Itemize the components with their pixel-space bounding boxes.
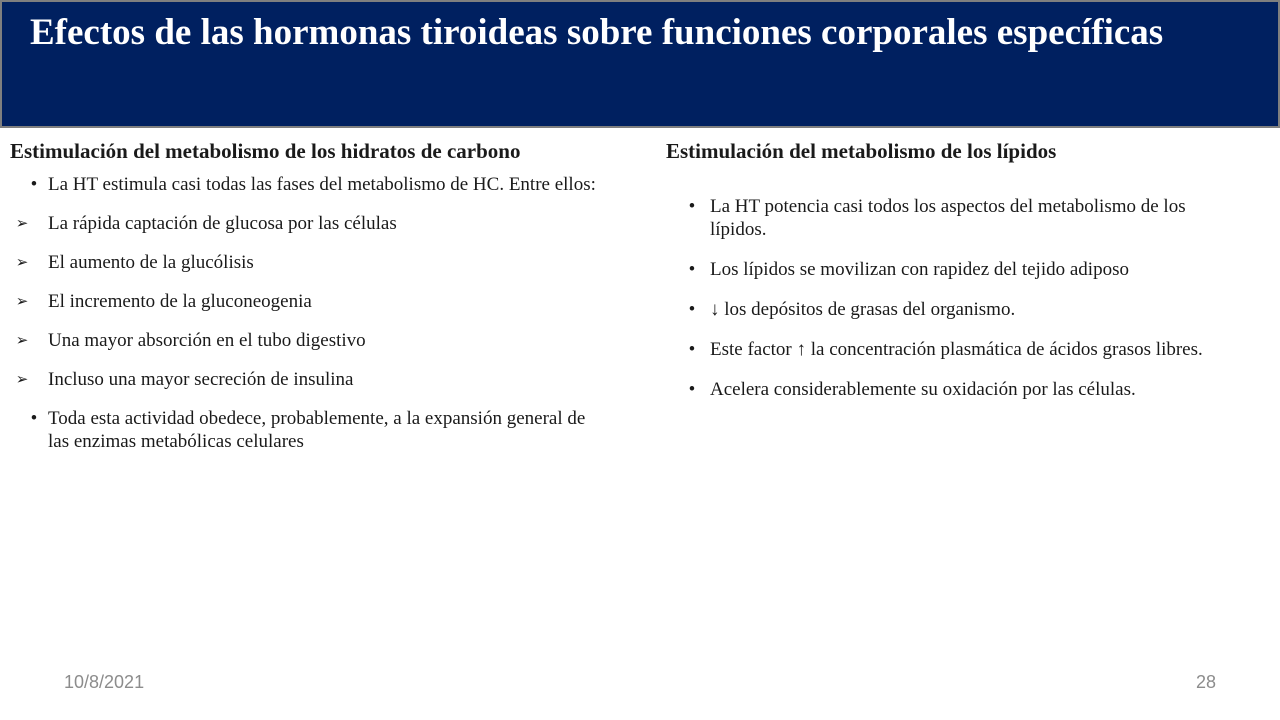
list-item — [10, 212, 600, 235]
arrow-bullet-icon: ➢ — [15, 331, 29, 349]
left-column-list — [10, 173, 600, 453]
list-item-text: La rápida captación de glucosa por las células — [48, 213, 397, 234]
arrow-bullet-icon: ➢ — [15, 292, 29, 310]
list-item — [666, 298, 1206, 321]
list-item — [666, 378, 1206, 401]
left-column — [10, 136, 600, 469]
bullet-marker: • — [688, 379, 696, 400]
bullet-marker: • — [688, 196, 696, 217]
bullet-marker: • — [30, 408, 38, 429]
arrow-bullet-icon: ➢ — [15, 370, 29, 388]
list-item — [666, 258, 1206, 281]
right-column — [666, 136, 1206, 418]
list-item — [10, 251, 600, 274]
right-column-list — [666, 195, 1206, 401]
bullet-marker: • — [688, 339, 696, 360]
list-item — [666, 338, 1206, 361]
list-item — [10, 368, 600, 391]
list-item — [10, 173, 600, 196]
right-column-heading: Estimulación del metabolismo de los lípidos — [666, 139, 1057, 163]
list-item-text: Este factor ↑ la concentración plasmática de ácidos grasos libres. — [710, 339, 1203, 360]
slide-title: Efectos de las hormonas tiroideas sobre funciones corporales específicas — [30, 12, 1164, 53]
list-item-text: Una mayor absorción en el tubo digestivo — [48, 330, 366, 351]
list-item — [10, 407, 600, 453]
left-column-heading: Estimulación del metabolismo de los hidratos de carbono — [10, 139, 521, 163]
title-bar — [0, 0, 1280, 128]
list-item-text: Toda esta actividad obedece, probablemente, a la expansión general de las enzimas metabólicas celulares — [48, 408, 586, 452]
list-item — [10, 290, 600, 313]
list-item-text: Incluso una mayor secreción de insulina — [48, 369, 354, 390]
bullet-marker: • — [688, 299, 696, 320]
list-item — [10, 329, 600, 352]
list-item — [666, 195, 1206, 241]
list-item-text: El incremento de la gluconeogenia — [48, 291, 312, 312]
list-item-text: El aumento de la glucólisis — [48, 252, 254, 273]
list-item-text: La HT potencia casi todos los aspectos del metabolismo de los lípidos. — [710, 196, 1186, 240]
list-item-text: ↓ los depósitos de grasas del organismo. — [710, 299, 1016, 320]
arrow-bullet-icon: ➢ — [15, 214, 29, 232]
list-item-text: La HT estimula casi todas las fases del metabolismo de HC. Entre ellos: — [48, 174, 596, 195]
arrow-bullet-icon: ➢ — [15, 253, 29, 271]
page-number: 28 — [1195, 672, 1216, 692]
bullet-marker: • — [30, 174, 38, 195]
bullet-marker: • — [688, 259, 696, 280]
list-item-text: Acelera considerablemente su oxidación por las células. — [710, 379, 1136, 400]
footer-date: 10/8/2021 — [64, 672, 145, 692]
list-item-text: Los lípidos se movilizan con rapidez del tejido adiposo — [710, 259, 1129, 280]
